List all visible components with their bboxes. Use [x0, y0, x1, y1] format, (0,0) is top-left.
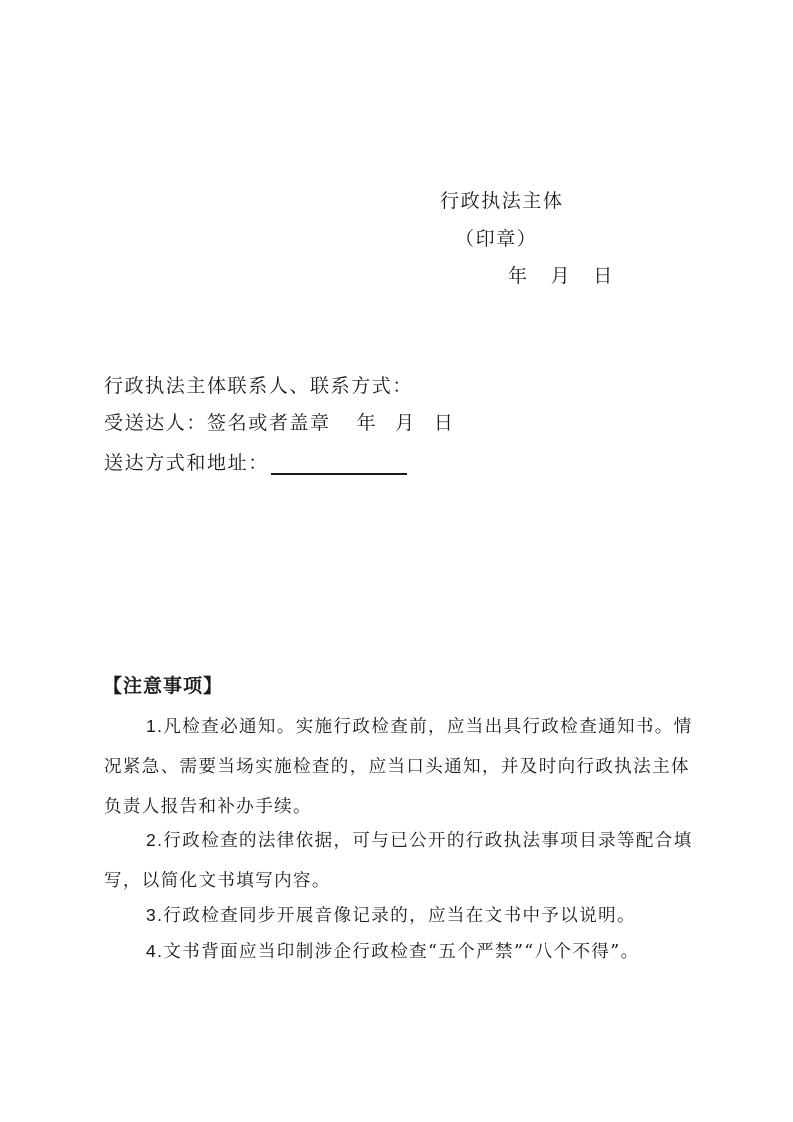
date-month-label: 月	[550, 265, 572, 287]
date-day-label: 日	[593, 265, 614, 287]
notice-item	[104, 706, 704, 827]
notice-item-number: 3.	[146, 905, 164, 925]
notice-item	[104, 931, 704, 972]
delivery-row	[104, 451, 407, 475]
recipient-signature-label: 受送达人：签名或者盖章	[104, 412, 331, 434]
date-year-label: 年	[508, 265, 529, 287]
delivery-address-blank[interactable]	[271, 451, 407, 475]
notice-item-number: 1.	[146, 716, 164, 736]
delivery-method-label: 送达方式和地址：	[104, 452, 269, 474]
recipient-date-year: 年	[356, 412, 378, 434]
recipient-date-day: 日	[433, 412, 455, 434]
recipient-date-month: 月	[395, 412, 416, 434]
contact-info-label: 行政执法主体联系人、联系方式：	[104, 375, 414, 397]
notice-item	[104, 820, 704, 901]
notice-item-number: 4.	[146, 941, 164, 961]
notice-item-text: 凡检查必通知。实施行政检查前，应当出具行政检查通知书。情况紧急、需要当场实施检查的，应当口头通知，并及时向行政执法主体负责人报告和补办手续。	[104, 717, 693, 817]
notice-item	[104, 895, 704, 936]
notice-item-number: 2.	[146, 830, 164, 850]
notice-item-text: 行政检查的法律依据，可与已公开的行政执法事项目录等配合填写，以简化文书填写内容。	[104, 831, 693, 891]
seal-label: （印章）	[455, 228, 538, 250]
notice-item-text: 行政检查同步开展音像记录的，应当在文书中予以说明。	[163, 906, 636, 926]
notice-item-text: 文书背面应当印制涉企行政检查“五个严禁”“八个不得”。	[163, 942, 640, 962]
issuing-entity-label: 行政执法主体	[440, 190, 564, 212]
notice-heading: 【注意事项】	[103, 675, 224, 697]
issue-date	[508, 264, 614, 288]
recipient-row	[104, 411, 454, 435]
